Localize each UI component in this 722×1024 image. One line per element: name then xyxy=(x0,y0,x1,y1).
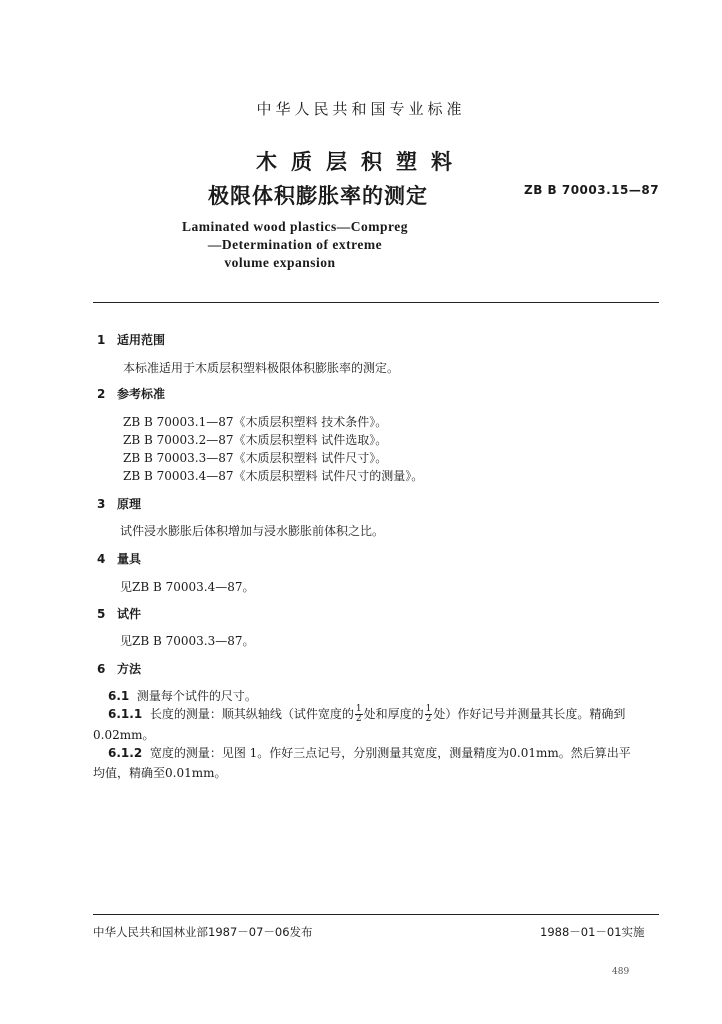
fraction-half: $\frac{1}{2}$ xyxy=(425,704,432,724)
clause-text: 测量每个试件的尺寸。 xyxy=(136,689,257,703)
document-title-line1: 木质层积塑料 xyxy=(256,149,466,174)
reference-item: ZB B 70003.4—87《木质层积塑料 试件尺寸的测量》。 xyxy=(123,469,424,483)
clause-number: 6.1 xyxy=(108,689,130,703)
section-3-body: 试件浸水膨胀后体积增加与浸水膨胀前体积之比。 xyxy=(120,524,385,538)
section-number: 3 xyxy=(97,497,106,511)
section-number: 1 xyxy=(97,333,106,347)
standard-code: ZB B 70003.15—87 xyxy=(524,183,660,197)
section-5-heading xyxy=(97,605,141,622)
section-title: 参考标准 xyxy=(117,387,166,401)
clause-text: 处和厚度的 xyxy=(363,707,424,721)
header-divider xyxy=(93,302,659,303)
section-4-body: 见ZB B 70003.4—87。 xyxy=(120,580,255,594)
clause-6-1-2-continuation: 均值，精确至0.01mm。 xyxy=(93,766,227,780)
footer-divider xyxy=(93,914,659,915)
reference-item: ZB B 70003.3—87《木质层积塑料 试件尺寸》。 xyxy=(123,451,388,465)
document-title-line2: 极限体积膨胀率的测定 xyxy=(208,183,428,208)
issue-date: 中华人民共和国林业部1987－07－06发布 xyxy=(93,925,313,939)
section-5-body: 见ZB B 70003.3—87。 xyxy=(120,634,255,648)
section-1-heading xyxy=(97,331,165,348)
section-3-heading xyxy=(97,495,141,512)
fraction-half: $\frac{1}{2}$ xyxy=(355,704,362,724)
clause-heading: 长度的测量： xyxy=(149,707,222,721)
clause-6-1 xyxy=(108,687,257,704)
section-number: 6 xyxy=(97,662,106,676)
section-title: 试件 xyxy=(117,607,142,621)
section-title: 量具 xyxy=(117,552,142,566)
english-title-line1: Laminated wood plastics—Compreg xyxy=(181,219,408,234)
section-6-heading xyxy=(97,660,141,677)
page-number: 489 xyxy=(612,967,630,977)
english-title-line3: volume expansion xyxy=(224,255,336,270)
section-number: 2 xyxy=(97,387,106,401)
clause-number: 6.1.1 xyxy=(108,707,143,721)
section-title: 原理 xyxy=(117,497,142,511)
clause-6-1-1 xyxy=(108,705,625,724)
section-number: 5 xyxy=(97,607,106,621)
clause-heading: 宽度的测量： xyxy=(149,746,222,760)
section-1-body: 本标准适用于木质层积塑料极限体积膨胀率的测定。 xyxy=(123,361,400,375)
section-2-heading xyxy=(97,385,165,402)
clause-text: 见图 1。作好三点记号，分别测量其宽度，测量精度为0.01mm。然后算出平 xyxy=(221,746,631,760)
reference-item: ZB B 70003.2—87《木质层积塑料 试件选取》。 xyxy=(123,433,388,447)
implementation-date: 1988－01－01实施 xyxy=(540,925,645,939)
section-number: 4 xyxy=(97,552,106,566)
section-4-heading xyxy=(97,550,141,567)
clause-text: 处）作好记号并测量其长度。精确到 xyxy=(433,707,626,721)
clause-text: 顺其纵轴线（试件宽度的 xyxy=(221,707,354,721)
section-title: 方法 xyxy=(117,662,142,676)
section-title: 适用范围 xyxy=(117,333,166,347)
clause-number: 6.1.2 xyxy=(108,746,143,760)
clause-6-1-1-continuation: 0.02mm。 xyxy=(93,728,155,742)
english-title-line2: —Determination of extreme xyxy=(207,237,383,252)
clause-6-1-2 xyxy=(108,744,631,761)
publisher-header: 中华人民共和国专业标准 xyxy=(256,100,466,118)
reference-item: ZB B 70003.1—87《木质层积塑料 技术条件》。 xyxy=(123,415,388,429)
